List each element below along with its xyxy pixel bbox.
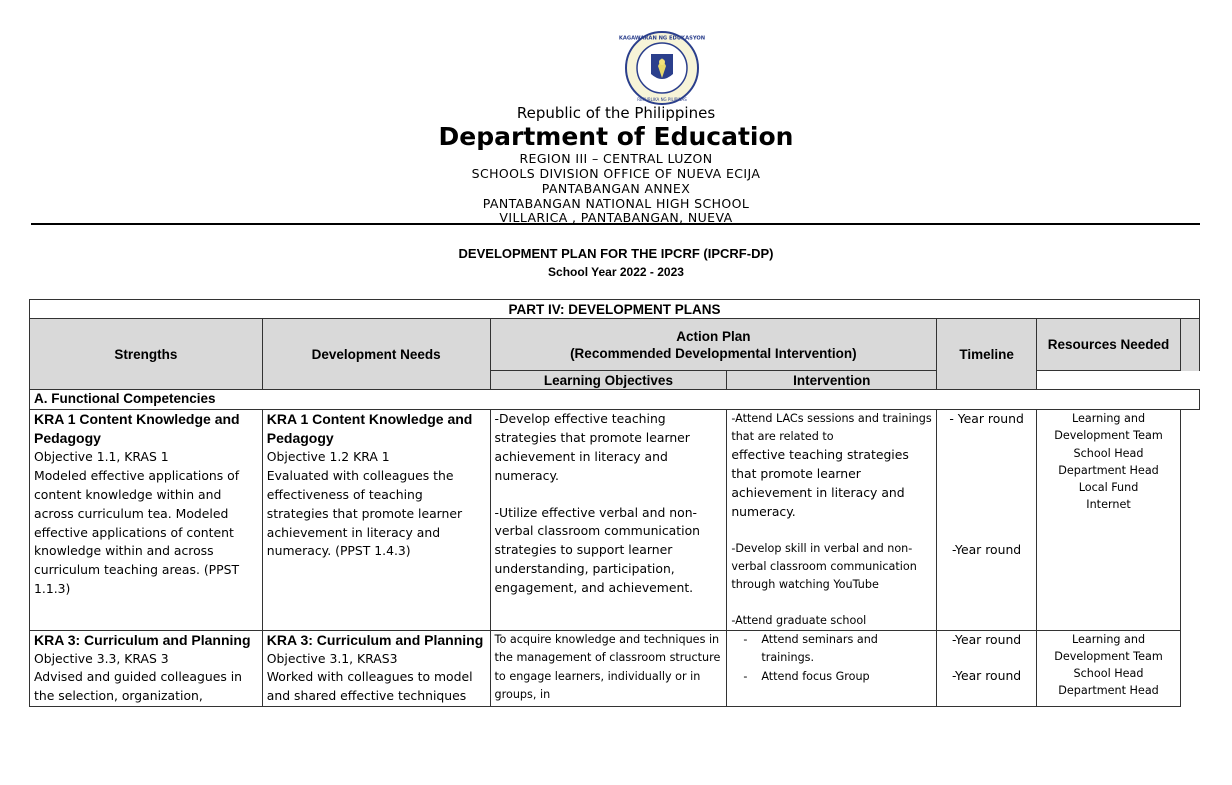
seal-subtext: REPUBLIKA NG PILIPINAS xyxy=(637,97,687,102)
col-intervention: Intervention xyxy=(727,371,937,390)
intervention-item: -Develop skill in verbal and non-verbal classroom communication through watching YouTube xyxy=(731,541,917,591)
objectives-cell xyxy=(490,409,727,630)
timeline-cell xyxy=(937,630,1037,707)
need-kra-title: KRA 3: Curriculum and Planning xyxy=(266,631,484,648)
school-line: PANTABANGAN NATIONAL HIGH SCHOOL xyxy=(482,196,750,211)
timeline-item: - Year round xyxy=(949,410,1024,426)
strength-cell xyxy=(30,409,263,630)
header-divider xyxy=(31,223,1200,225)
strength-text: Advised and guided colleagues in the selection, organization, xyxy=(34,669,243,704)
intervention-list xyxy=(731,631,932,687)
col-strengths: Strengths xyxy=(30,319,263,390)
need-text: Worked with colleagues to model and shared effective techniques xyxy=(266,669,473,704)
resource-item: School Head xyxy=(1073,446,1144,460)
spacer xyxy=(731,594,932,612)
intervention-item: - Attend seminars and trainings. xyxy=(761,631,932,668)
need-kra-title: KRA 1 Content Knowledge and Pedagogy xyxy=(266,410,473,446)
school-year-value: 2022 - 2023 xyxy=(619,265,684,279)
action-plan-subtitle: (Recommended Developmental Intervention) xyxy=(570,345,857,361)
part-title: PART IV: DEVELOPMENT PLANS xyxy=(30,300,1200,319)
intervention-item: - Attend focus Group xyxy=(761,668,932,687)
objective-item: -Utilize effective verbal and non-verbal classroom communication strategies to support learner understanding, participation, engagement, and achievement. xyxy=(494,504,701,596)
intervention-cell xyxy=(727,409,937,630)
resource-item: Internet xyxy=(1086,498,1131,512)
col-timeline: Timeline xyxy=(937,319,1037,390)
address-line: VILLARICA , PANTABANGAN, NUEVA xyxy=(499,210,733,225)
spacer xyxy=(941,649,1032,667)
resource-item: Local Fund xyxy=(1078,481,1139,495)
need-objective: Objective 1.2 KRA 1 xyxy=(266,448,390,464)
region-line: REGION III – CENTRAL LUZON xyxy=(519,151,713,166)
col-development-needs: Development Needs xyxy=(262,319,490,390)
row-spacer xyxy=(1180,630,1199,707)
header-empty xyxy=(1037,371,1200,390)
strength-objective: Objective 1.1, KRAS 1 xyxy=(34,448,169,464)
strength-objective: Objective 3.3, KRAS 3 xyxy=(34,650,169,666)
plan-title xyxy=(0,246,1232,261)
need-text: Evaluated with colleagues the effectiveness of teaching strategies that promote learner achievement in literacy and numeracy. (PPST 1.4.3) xyxy=(266,467,463,559)
table-row xyxy=(30,409,1200,630)
need-cell xyxy=(262,409,490,630)
republic-line: Republic of the Philippines xyxy=(516,104,716,122)
seal-text: KAGAWARAN NG EDUKASYON xyxy=(618,35,706,42)
resource-item: Learning and Development Team xyxy=(1054,411,1163,443)
need-objective: Objective 3.1, KRAS3 xyxy=(266,650,398,666)
school-year xyxy=(0,265,1232,279)
timeline-item: -Year round xyxy=(952,631,1022,647)
resource-item: School Head xyxy=(1073,667,1144,681)
resource-item: Department Head xyxy=(1058,463,1159,477)
resource-item: Department Head xyxy=(1058,684,1159,698)
header-spacer xyxy=(1180,319,1199,371)
intervention-item: -Attend graduate school xyxy=(731,613,867,627)
spacer xyxy=(941,429,1032,541)
intervention-item: effective teaching strategies that promote learner achievement in literacy and numeracy. xyxy=(731,446,909,519)
section-functional-competencies: A. Functional Competencies xyxy=(30,390,1200,410)
resource-item: Learning and Development Team xyxy=(1054,632,1163,663)
col-learning-objectives: Learning Objectives xyxy=(490,371,727,390)
timeline-item: -Year round xyxy=(952,668,1022,684)
division-line: SCHOOLS DIVISION OFFICE OF NUEVA ECIJA xyxy=(471,166,761,181)
spacer xyxy=(495,486,723,504)
table-row xyxy=(30,630,1200,707)
strength-kra-title: KRA 3: Curriculum and Planning xyxy=(34,631,251,648)
objective-item: -Develop effective teaching strategies that promote learner achievement in literacy and numeracy. xyxy=(494,410,690,483)
objectives-cell xyxy=(490,630,727,707)
plan-title-paren: (IPCRF-DP) xyxy=(703,246,774,261)
action-plan-title: Action Plan xyxy=(676,328,751,344)
department-title: Department of Education xyxy=(438,122,794,151)
timeline-item: -Year round xyxy=(952,541,1022,557)
need-cell xyxy=(262,630,490,707)
timeline-cell xyxy=(937,409,1037,630)
col-action-plan xyxy=(490,319,937,371)
intervention-item: -Attend LACs sessions and trainings that are related to xyxy=(731,411,932,443)
row-spacer xyxy=(1180,409,1199,630)
deped-seal-icon xyxy=(618,30,706,106)
strength-text: Modeled effective applications of content knowledge within and across curriculum tea. Modeled effective applications of content knowledge within and across curriculum teaching areas. (PPST 1.1.3) xyxy=(34,467,240,597)
plan-title-main: DEVELOPMENT PLAN FOR THE IPCRF xyxy=(458,246,700,261)
resources-cell xyxy=(1037,630,1181,707)
strength-cell xyxy=(30,630,263,707)
intervention-cell xyxy=(727,630,937,707)
strength-kra-title: KRA 1 Content Knowledge and Pedagogy xyxy=(34,410,240,446)
school-year-label: School Year xyxy=(548,265,617,279)
development-plan-table xyxy=(29,299,1200,707)
annex-line: PANTABANGAN ANNEX xyxy=(541,181,691,196)
spacer xyxy=(731,522,932,540)
col-resources: Resources Needed xyxy=(1037,319,1181,371)
objective-item: To acquire knowledge and techniques in the management of classroom structure to engage learners, individually or in groups, in xyxy=(494,632,721,702)
resources-cell xyxy=(1037,409,1181,630)
